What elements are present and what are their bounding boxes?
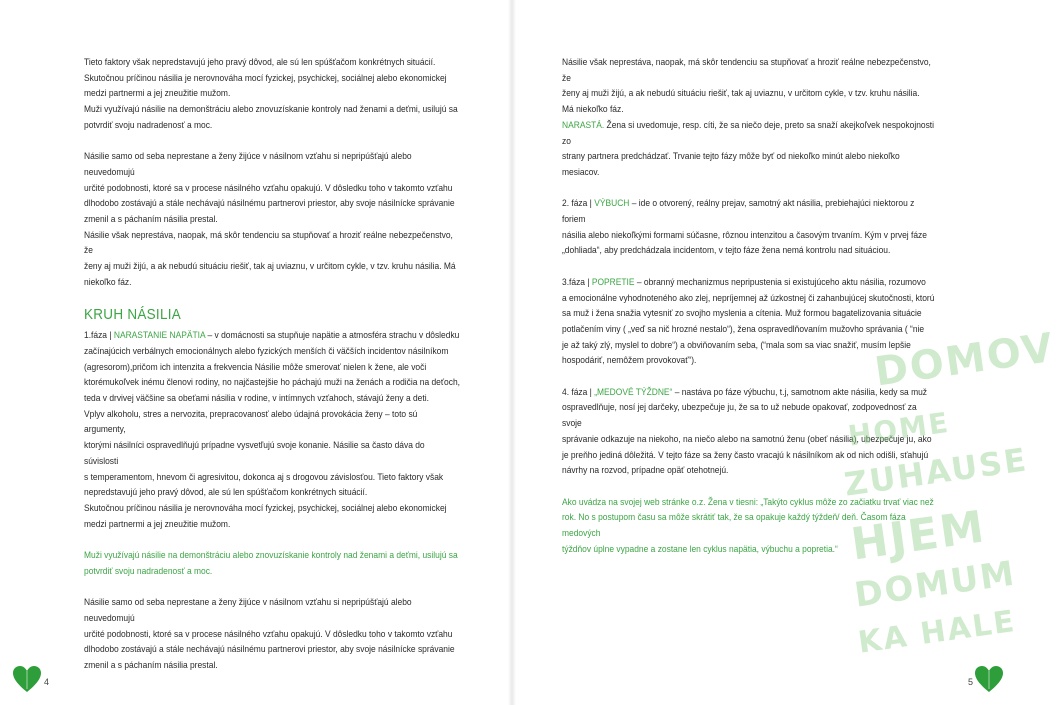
- phase-3-paragraph: [562, 274, 938, 368]
- text-line: [562, 195, 938, 226]
- text-line: týždňov úplne vypadne a zostane len cyklus napätia, výbuchu a popretia.“: [562, 542, 838, 554]
- text-line: potvrdiť svoju nadradenosť a moc.: [84, 564, 213, 576]
- text-line: ktorými násilníci ospravedlňujú prípadne vysvetľujú svoje konanie. Násilie sa často dáva do súvislosti: [84, 439, 425, 466]
- phase-prefix: 4. fáza |: [562, 385, 595, 397]
- phase-label: POPRETIE: [591, 275, 635, 287]
- phase-label: VÝBUCH: [594, 197, 630, 209]
- intro-paragraph: [84, 54, 460, 133]
- text-span: – ide o otvorený, reálny prejav, samotný akt násilia, prebiehajúci niektorou z foriem: [562, 197, 915, 225]
- book-gutter: [508, 0, 516, 705]
- text-line: je až taký zlý, myslel to dobre“) a obviňovaním seba, (“mala som sa viac snažiť, musím lepšie: [562, 338, 911, 350]
- phase-1-paragraph: [84, 327, 460, 531]
- watermark-word: HJEM: [848, 501, 989, 571]
- text-line: dlhodobo zostávajú a stále nechávajú násilnému partnerovi priestor, aby svoje násilnícke správanie: [84, 197, 455, 209]
- text-span: – v domácnosti sa stupňuje napätie a atmosféra strachu v dôsledku: [205, 329, 460, 341]
- text-line: hospodáriť, nemôžem provokovať“).: [562, 354, 697, 366]
- text-line: nepredstavujú jeho pravý dôvod, ale sú len spúšťačom konkrétnych situácií.: [84, 486, 368, 498]
- text-line: Násilie samo od seba neprestane a ženy žijúce v násilnom vzťahu si nepripúšťajú alebo neuvedomujú: [84, 150, 412, 177]
- text-line: s temperamentom, hnevom či agresivitou, dokonca aj s drogovou závislosťou. Tieto faktory však: [84, 470, 444, 482]
- phase-prefix: 1.fáza |: [84, 329, 114, 341]
- text-line: ktorémukoľvek inému členovi rodiny, no najčastejšie ho páchajú muži na ženách a rodičia na deťoch,: [84, 376, 461, 388]
- phase-prefix: 2. fáza |: [562, 197, 595, 209]
- text-line: rok. No s postupom času sa môže skrátiť tak, že sa opakuje každý týždeň/ deň. Časom fáza medových: [562, 511, 906, 539]
- phase-label: „MEDOVÉ TÝŽDNE“: [594, 385, 673, 397]
- text-line: [562, 384, 938, 400]
- text-line: Skutočnou príčinou násilia je nerovnováha mocí fyzickej, psychickej, sociálnej alebo ekonomickej: [84, 71, 447, 83]
- text-line: správanie odkazuje na niekoho, na niečo alebo na samotnú ženu (obeť násilia), ubezpečuje ju, ako: [562, 432, 932, 444]
- watermark-word: ZUHAUSE: [842, 440, 1031, 504]
- text-line: Má niekoľko fáz.: [562, 103, 624, 115]
- text-line: ospravedlňuje, nosí jej darčeky, ubezpečuje ju, že sa to už nebude opakovať, zodpovednosť za svoje: [562, 401, 917, 429]
- phase-2-paragraph: [562, 195, 938, 258]
- continuation-paragraph: [562, 54, 938, 117]
- text-line: Skutočnou príčinou násilia je nerovnováha mocí fyzickej, psychickej, sociálnej alebo ekonomickej: [84, 501, 447, 513]
- text-line: sa muž i žena snažia vytesniť zo svojho myslenia a cítenia. Muž formou bagatelizovania situácie: [562, 307, 922, 319]
- text-line: [562, 117, 938, 148]
- text-line: násilia alebo niekoľkými formami súčasne, rôznou intenzitou a časovým trvaním. Kým v prvej fáze: [562, 228, 927, 240]
- text-line: a emocionálne vyhodnoteného ako zlej, nepríjemnej až úzkostnej či zahanbujúcej skutočnosti, ktorú: [562, 291, 935, 303]
- text-line: Tieto faktory však nepredstavujú jeho pravý dôvod, ale sú len spúšťačom konkrétnych situácií.: [84, 56, 436, 67]
- phase-label: NARASTANIE NAPÄTIA: [113, 329, 206, 341]
- phase-prefix: 3.fáza |: [562, 275, 592, 287]
- text-line: Násilie však neprestáva, naopak, má skôr tendenciu sa stupňovať a hroziť reálne nebezpečenstvo, že: [84, 228, 453, 256]
- text-line: návrhy na rozvod, prípadne opäť otehotnejú.: [562, 464, 729, 476]
- text-line: potvrdiť svoju nadradenosť a moc.: [84, 118, 213, 130]
- text-line: Muži využívajú násilie na demonštráciu alebo znovuzískanie kontroly nad ženami a deťmi, usilujú sa: [84, 103, 458, 115]
- watermark-word: DOMUM: [852, 553, 1019, 616]
- closing-paragraph: [84, 594, 460, 673]
- highlight-note: [84, 547, 460, 578]
- right-text-column: [562, 54, 938, 556]
- quote-paragraph: [562, 494, 938, 557]
- text-line: niekoľko fáz.: [84, 275, 132, 287]
- watermark-word: DOMOV: [872, 324, 1058, 396]
- text-line: určité podobnosti, ktoré sa v procese násilného vzťahu opakujú. V dôsledku toho v takomto vzťahu: [84, 181, 453, 193]
- phase-label: NARASTÁ.: [562, 118, 605, 130]
- text-line: Vplyv alkoholu, stres a nervozita, prepracovanosť alebo údajná provokácia ženy – toto sú argumenty,: [84, 407, 418, 435]
- page-number: 5: [968, 677, 974, 687]
- text-line: [562, 274, 938, 290]
- page-number: 4: [44, 677, 50, 687]
- text-line: potlačením viny ( „veď sa nič hrozné nestalo“), žena ospravedlňovaním mužovho správania ( “nie: [562, 322, 925, 334]
- text-line: [84, 327, 460, 343]
- text-line: „dohliada“, aby predchádzala incidentom, v tejto fáze žena nemá kontrolu nad situáciou.: [562, 244, 891, 256]
- text-line: (agresorom),pričom ich intenzita a frekvencia Násilie môže smerovať nielen k žene, ale voči: [84, 360, 427, 372]
- text-line: Muži využívajú násilie na demonštráciu alebo znovuzískanie kontroly nad ženami a deťmi, usilujú sa: [84, 549, 458, 561]
- text-line: strany partnera predchádzať. Trvanie tejto fázy môže byť od niekoľko minút alebo niekoľko mesiacov.: [562, 150, 900, 177]
- cycle-intro-paragraph: [84, 148, 460, 289]
- text-line: zmenil a s páchaním násilia prestal.: [84, 213, 218, 225]
- text-line: ženy aj muži žijú, a ak nebudú situáciu riešiť, tak aj uviaznu, v určitom cykle, v tzv. kruhu násilia.: [562, 87, 920, 99]
- narasta-paragraph: [562, 117, 938, 180]
- text-line: teda v drvivej väčšine sa obeťami násilia v rodine, v intímnych vzťahoch, stávajú ženy a deti.: [84, 392, 429, 404]
- text-span: – obranný mechanizmus nepripustenia si existujúceho aktu násilia, rozumovo: [634, 275, 926, 287]
- text-line: medzi partnermi a jej zneužitie mužom.: [84, 517, 231, 529]
- text-span: – nastáva po fáze výbuchu, t.j, samotnom akte násilia, kedy sa muž: [672, 385, 928, 397]
- green-heart-icon: [12, 665, 42, 693]
- green-heart-icon: [974, 665, 1004, 693]
- text-span: Žena si uvedomuje, resp. cíti, že sa niečo deje, preto sa snaží akejkoľvek nespokojnosti zo: [562, 118, 935, 146]
- text-line: určité podobnosti, ktoré sa v procese násilného vzťahu opakujú. V dôsledku toho v takomto vzťahu: [84, 627, 453, 639]
- section-heading: KRUH NÁSILIA: [84, 306, 182, 324]
- text-line: Násilie však neprestáva, naopak, má skôr tendenciu sa stupňovať a hroziť reálne nebezpečenstvo, že: [562, 56, 931, 83]
- text-line: medzi partnermi a jej zneužitie mužom.: [84, 87, 231, 99]
- text-line: Ako uvádza na svojej web stránke o.z. Žena v tiesni: „Takýto cyklus môže zo začiatku trvať viac než: [562, 495, 934, 507]
- text-line: zmenil a s páchaním násilia prestal.: [84, 658, 218, 670]
- text-line: ženy aj muži žijú, a ak nebudú situáciu riešiť, tak aj uviaznu, v určitom cykle, v tzv. kruhu násilia. Má: [84, 260, 456, 272]
- text-line: dlhodobo zostávajú a stále nechávajú násilnému partnerovi priestor, aby svoje násilnícke správanie: [84, 643, 455, 655]
- watermark-word: KA HALE: [856, 603, 1019, 661]
- text-line: je preňho jediná dôležitá. V tejto fáze sa ženy často vracajú k násilníkom ak od nich odišli, sťahujú: [562, 448, 929, 460]
- text-line: začínajúcich verbálnych emocionálnych alebo fyzických menších či väčších incidentov násilníkom: [84, 344, 449, 356]
- watermark-word: HOME: [846, 405, 952, 453]
- phase-4-paragraph: [562, 384, 938, 478]
- text-line: Násilie samo od seba neprestane a ženy žijúce v násilnom vzťahu si nepripúšťajú alebo neuvedomujú: [84, 596, 412, 623]
- left-text-column: [84, 54, 460, 673]
